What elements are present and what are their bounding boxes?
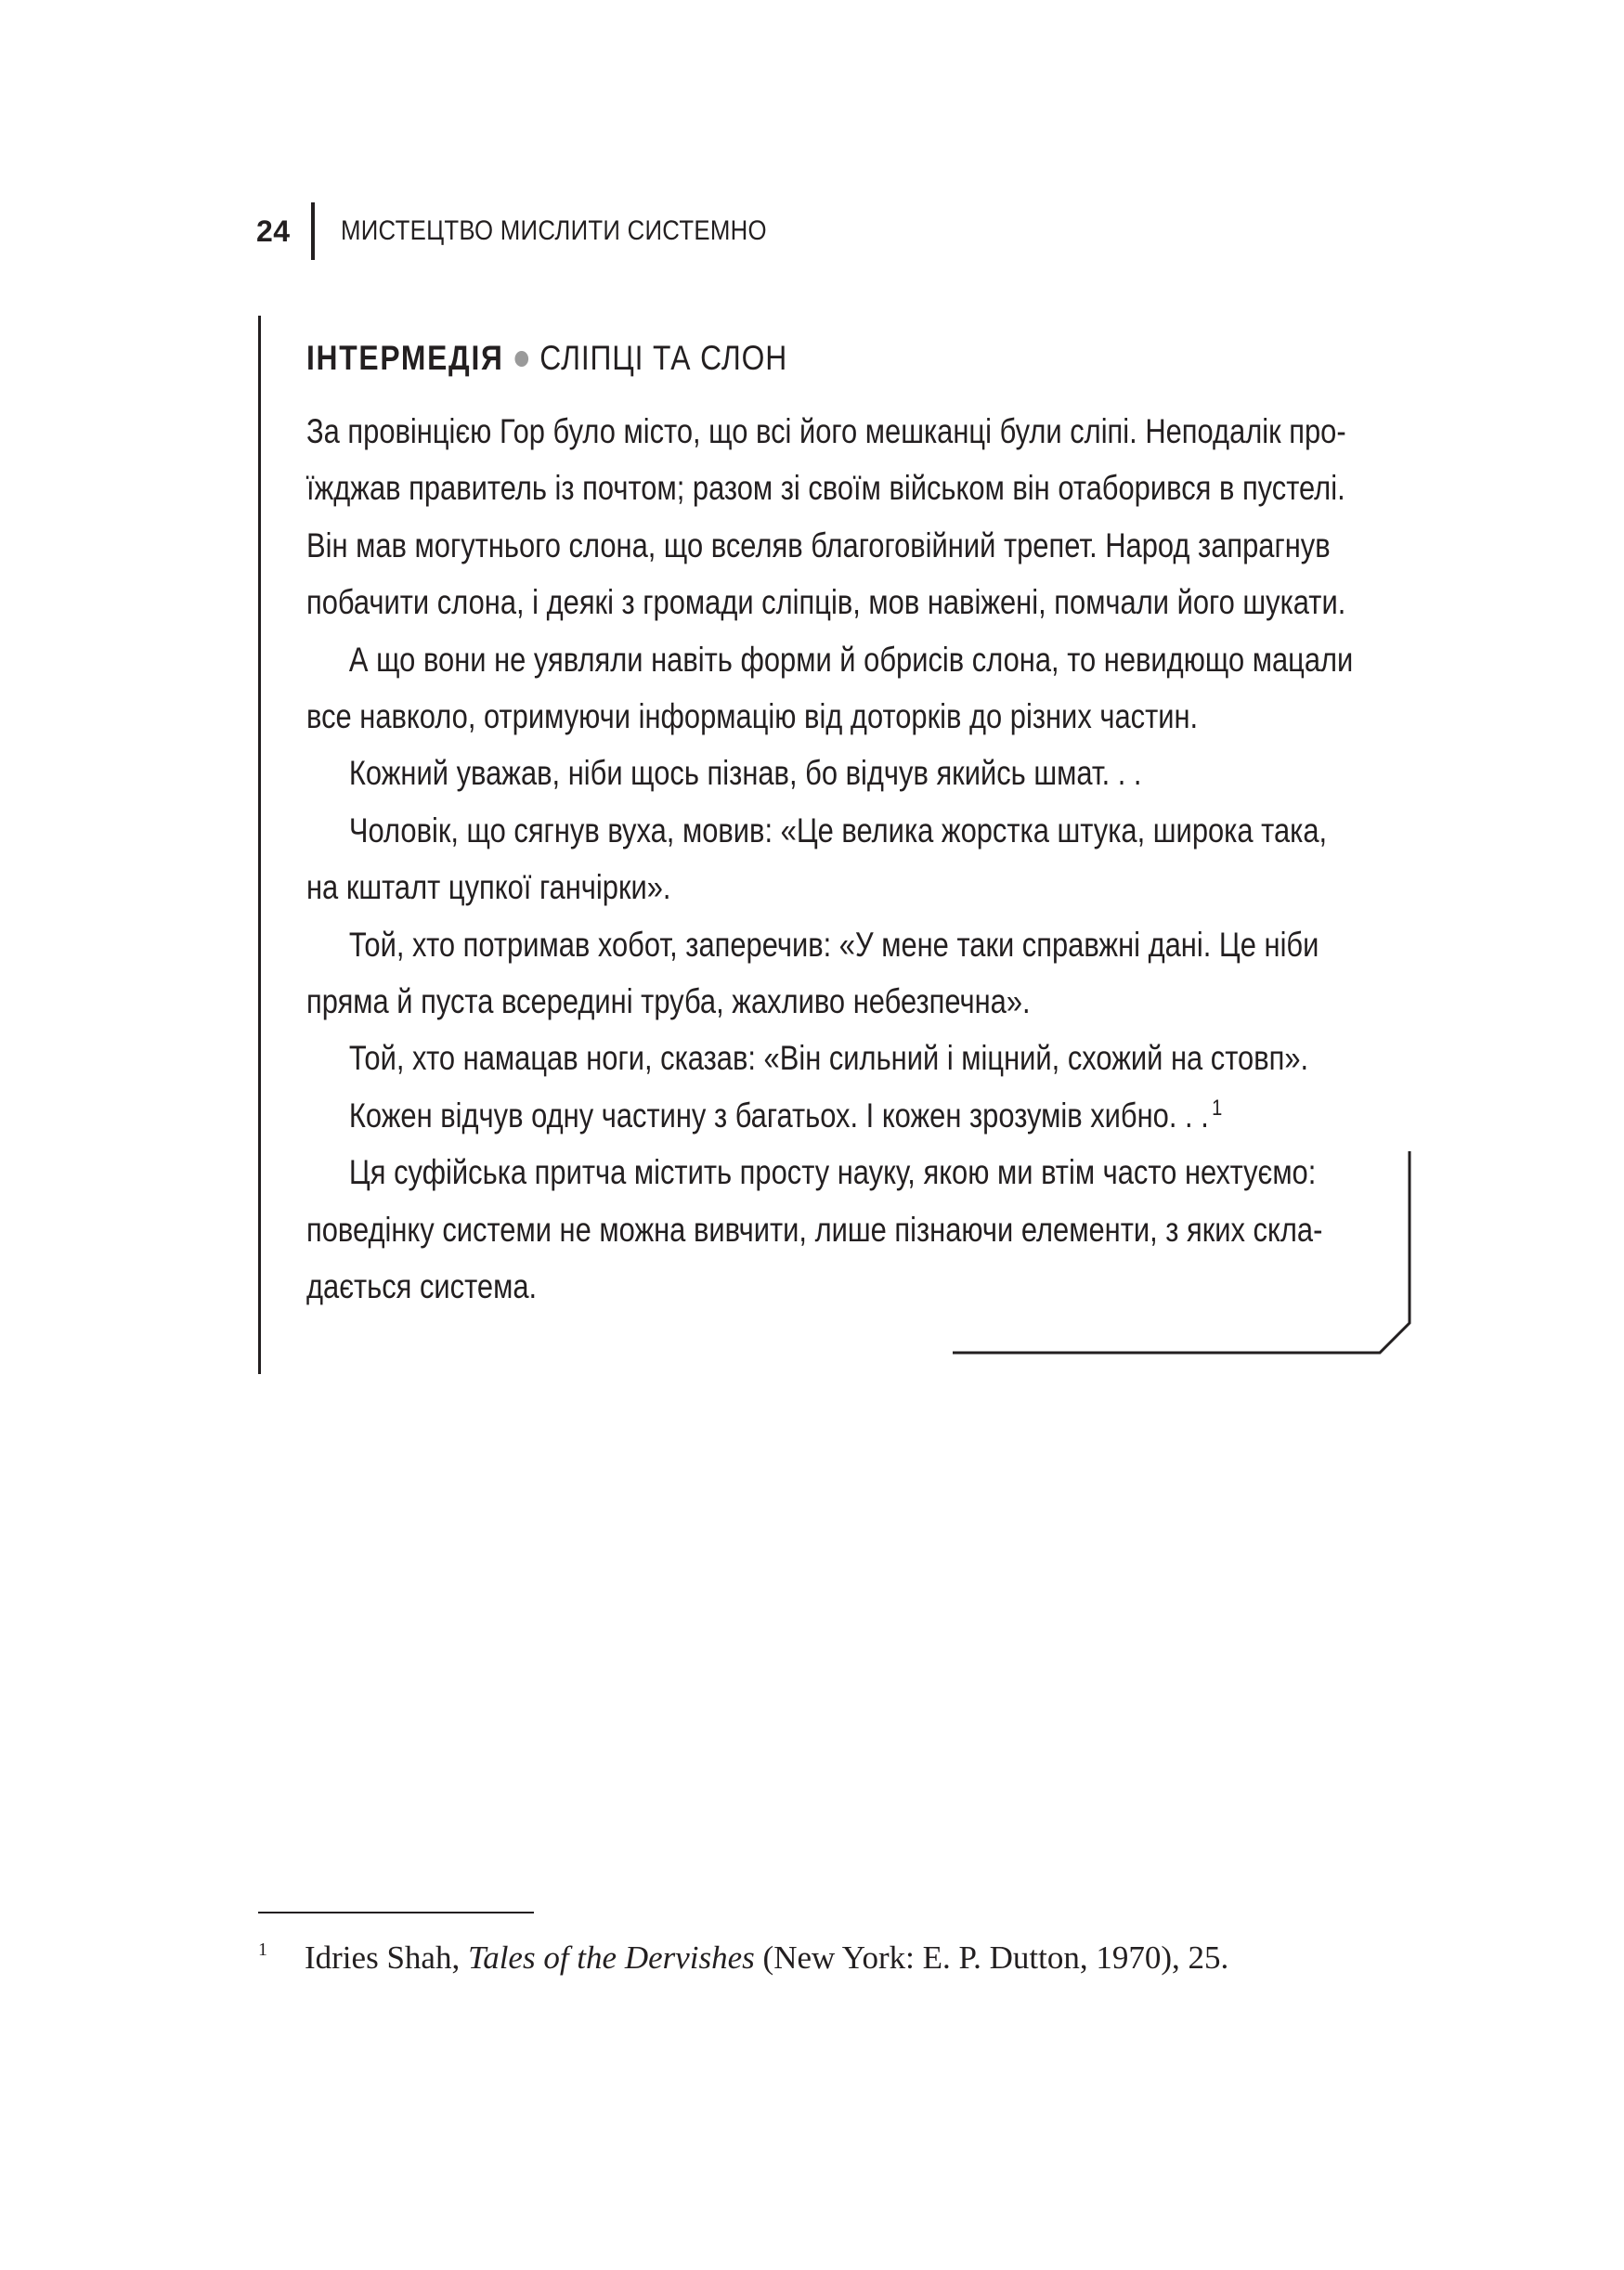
intermezzo-title: СЛІПЦІ ТА СЛОН	[539, 339, 788, 377]
story-line: поведінку системи не можна вивчити, лише пізнаючи елементи, з яких скла-	[306, 1210, 1323, 1249]
footnote-divider	[258, 1912, 534, 1913]
story-line: Чоловік, що сягнув вуха, мовив: «Це велика жорстка штука, широка така,	[348, 811, 1328, 850]
header-divider	[311, 202, 315, 260]
story-line: їжджав правитель із почтом; разом зі своїм військом він отаборився в пустелі.	[306, 469, 1345, 508]
story-line: пряма й пуста всередині труба, жахливо небезпечна».	[306, 982, 1031, 1021]
story-line: побачити слона, і деякі з громади сліпців, мов навіжені, помчали його шукати.	[306, 583, 1346, 622]
story-line-with-footnote	[306, 1087, 1273, 1144]
story-line: Він мав могутнього слона, що вселяв благоговійний трепет. Народ запрагнув	[306, 525, 1331, 564]
book-title: МИСТЕЦТВО МИСЛИТИ СИСТЕМНО	[340, 215, 767, 246]
story-line: все навколо, отримуючи інформацію від доторків до різних частин.	[306, 697, 1199, 736]
running-head	[256, 202, 836, 260]
story-line-text: Кожен відчув одну частину з багатьох. І кожен зрозумів хибно. . .	[348, 1096, 1209, 1135]
footnote-author: Idries Shah,	[305, 1939, 468, 1976]
story-line: Ця суфійська притча містить просту науку, якою ми втім часто нехтуємо:	[348, 1153, 1317, 1192]
story-line: на кшталт цупкої ганчірки».	[306, 868, 671, 907]
story-line: дається система.	[306, 1267, 538, 1306]
footnote-reference[interactable]: 1	[1212, 1095, 1223, 1121]
footnote	[258, 1936, 1228, 1980]
story-line: Той, хто намацав ноги, сказав: «Він сильний і міцний, схожий на стовп».	[348, 1039, 1309, 1078]
story-line: А що вони не уявляли навіть форми й обрисів слона, то невидющо мацали	[348, 640, 1354, 679]
story-line: За провінцією Гор було місто, що всі його мешканці були сліпі. Неподалік про-	[306, 412, 1346, 450]
story-line: Кожний уважав, ніби щось пізнав, бо відчув якийсь шмат. . .	[348, 754, 1142, 793]
footnote-number: 1	[258, 1939, 267, 1960]
intermezzo-label: ІНТЕРМЕДІЯ	[306, 339, 504, 377]
intermezzo-heading	[306, 325, 1225, 392]
story-text	[306, 403, 1374, 1316]
footnote-book-title: Tales of the Dervishes	[467, 1939, 755, 1976]
story-line: Той, хто потримав хобот, заперечив: «У мене таки справжні дані. Це ніби	[348, 925, 1319, 964]
page-number: 24	[256, 214, 291, 248]
bullet-icon	[515, 351, 529, 367]
intermezzo-box	[306, 325, 1374, 1316]
footnote-details: (New York: E. P. Dutton, 1970), 25.	[754, 1939, 1229, 1976]
box-left-rule	[258, 316, 261, 1374]
